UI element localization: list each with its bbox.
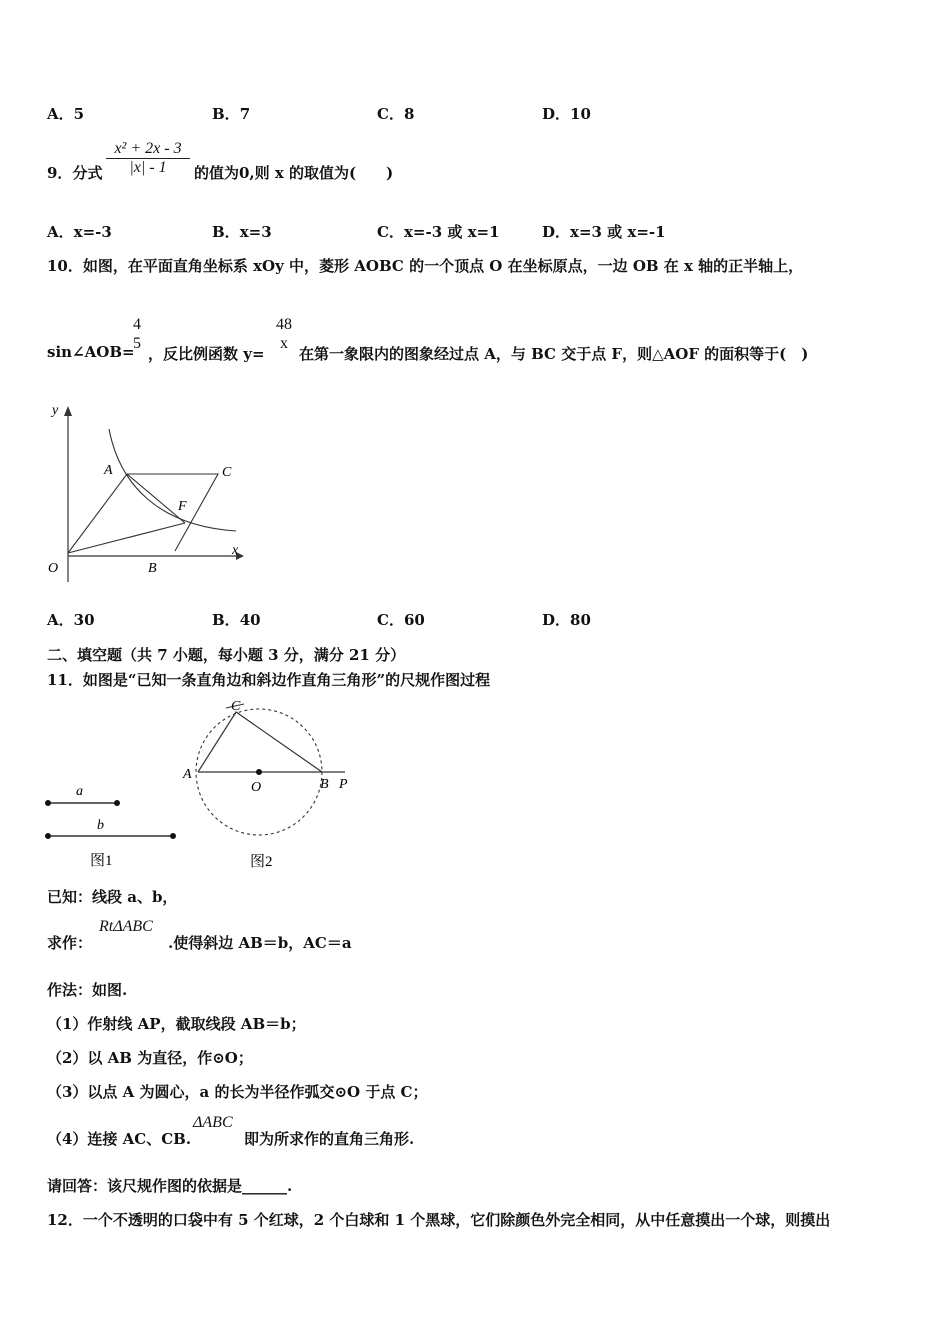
q11-step4-rest: 即为所求作的直角三角形. [244,1130,415,1148]
q10-mid-text: ，反比例函数 y= [148,345,265,363]
q9-fraction-denominator: |x| - 1 [129,159,167,176]
label-b: B [148,561,157,576]
label-b: B [320,777,329,792]
label-c: C [231,699,241,714]
hyperbola-curve [109,429,236,531]
segment-af [127,474,185,523]
label-x: x [232,543,239,558]
q9-question-text: 的值为0,则 x 的取值为( ) [194,164,394,182]
q10-function-numerator: 48 [276,316,292,333]
segment-a-start-point [45,800,51,806]
section-heading: 二、填空题（共 7 小题，每小题 3 分，满分 21 分） [47,646,406,664]
label-c: C [222,465,232,480]
q9-option-a: A．x=-3 [47,223,112,241]
label-o: O [251,780,262,795]
q11-step3: （3）以点 A 为圆心，a 的长为半径作弧交⊙O 于点 C； [47,1083,428,1101]
q9-fraction [106,140,190,177]
q9-fraction-numerator: x² + 2x - 3 [114,140,182,157]
q8-option-d: D．10 [542,105,591,123]
q11-step4-math: ΔABC [193,1114,233,1131]
q10-coordinate-figure [40,396,250,582]
q11-construct-rest: .使得斜边 AB＝b，AC＝a [168,934,352,952]
segment-of [68,523,185,553]
rhombus-aobc [68,474,218,553]
q11-answer-prompt: 请回答：该尺规作图的依据是______. [47,1177,293,1195]
q9-option-d: D．x=3 或 x=-1 [542,223,666,241]
q11-method: 作法：如图. [47,981,128,999]
segment-a-end-point [114,800,120,806]
q10-function-denominator: x [280,335,288,352]
label-a: A [104,463,113,478]
label-y: y [52,403,59,418]
q9-option-b: B．x=3 [212,223,272,241]
label-f: F [178,499,187,514]
segment-b-start-point [45,833,51,839]
q10-function-fraction [272,316,296,353]
center-point-o [256,769,262,775]
q11-step2: （2）以 AB 为直径，作⊙O； [47,1049,253,1067]
q8-option-a: A．5 [47,105,85,123]
q11-step4: （4）连接 AC、CB. [47,1130,192,1148]
q10-option-b: B．40 [212,611,261,629]
q10-sin-denominator: 5 [133,335,141,352]
q8-option-b: B．7 [212,105,251,123]
q10-sin-label: sin∠AOB= [47,343,135,361]
label-a: a [76,784,83,799]
label-p: P [339,777,348,792]
q10-option-d: D．80 [542,611,591,629]
q11-figure-1 [40,780,190,872]
q12-line1: 12．一个不透明的口袋中有 5 个红球，2 个白球和 1 个黑球，它们除颜色外完全相同，从中任意摸出一个球，则摸出 [47,1211,831,1229]
q11-construct-math: RtΔABC [99,918,153,935]
figure-1-caption: 图1 [90,853,113,869]
label-b: b [97,818,104,833]
q8-option-c: C．8 [377,105,415,123]
q11-figure-2 [178,694,358,874]
triangle-acb [198,712,322,772]
q11-given: 已知：线段 a、b， [47,888,178,906]
q10-end-text: 在第一象限内的图象经过点 A，与 BC 交于点 F，则△AOF 的面积等于( ) [299,345,809,363]
q10-sin-numerator: 4 [133,316,141,333]
q9-option-c: C．x=-3 或 x=1 [377,223,500,241]
q11-construct-label: 求作： [47,934,93,952]
q9-number: 9．分式 [47,164,103,182]
label-a: A [183,767,192,782]
q10-line1: 10．如图，在平面直角坐标系 xOy 中，菱形 AOBC 的一个顶点 O 在坐标原点，一边 OB 在 x 轴的正半轴上， [47,257,804,275]
q11-line1: 11．如图是“已知一条直角边和斜边作直角三角形”的尺规作图过程 [47,671,491,689]
figure-2-caption: 图2 [250,854,273,870]
label-o: O [48,561,59,576]
q10-option-c: C．60 [377,611,425,629]
q11-step1: （1）作射线 AP，截取线段 AB＝b； [47,1015,306,1033]
q10-sin-fraction [129,316,145,353]
segment-b-end-point [170,833,176,839]
q10-option-a: A．30 [47,611,95,629]
y-axis-arrow-icon [64,406,72,416]
